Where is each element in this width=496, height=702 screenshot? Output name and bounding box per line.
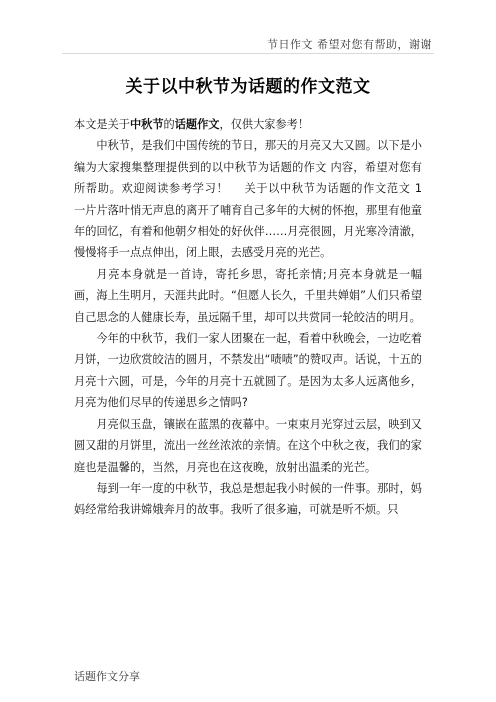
intro-suffix: ，仅供大家参考！ xyxy=(219,118,310,131)
document-title: 关于以中秋节为话题的作文范文 xyxy=(125,77,371,97)
page-footer: 话题作文分享 xyxy=(74,670,140,683)
intro-prefix: 本文是关于 xyxy=(74,118,130,131)
intro-keyword-essay: 话题作文 xyxy=(174,118,220,131)
intro-paragraph xyxy=(74,114,422,135)
intro-middle: 的 xyxy=(163,118,175,131)
body-paragraph: 今年的中秋节，我们一家人团聚在一起，看着中秋晚会，一边吃着月饼，一边欣赏皎洁的圆月，不禁发出“啧啧”的赞叹声。话说，十五的月亮十六圆，可是，今年的月亮十五就圆了。是因为太多人远离他乡，月亮为他们尽早的传递思乡之情吗? xyxy=(74,332,422,410)
intro-keyword-festival: 中秋节 xyxy=(129,118,164,131)
body-paragraph: 每到一年一度的中秋节，我总是想起我小时候的一件事。那时，妈妈经常给我讲嫦娥奔月的故事。我听了很多遍，可就是听不烦。只 xyxy=(74,481,422,517)
body-paragraph: 月亮本身就是一首诗，寄托乡思，寄托亲情;月亮本身就是一幅画，海上生明月，天涯共此时。“但愿人长久，千里共婵娟”人们只希望自己思念的人健康长寿，虽远隔千里，却可以共赏同一轮皎洁的明月。 xyxy=(74,267,422,324)
page-header: 节日作文 希望对您有帮助，谢谢 xyxy=(267,38,432,51)
body-paragraph: 中秋节，是我们中国传统的节日，那天的月亮又大又圆。以下是小编为大家搜集整理提供到的以中秋节为话题的作文 内容，希望对您有所帮助。欢迎阅读参考学习！ 关于以中秋节为话题的作文范文 1 一片片落叶悄无声息的离开了哺育自己多年的大树的怀抱，那里有他童年的回忆，有着和他朝夕相处的好伙伴……月亮很圆，月光寒冷清澈，慢慢将手一点点伸出，闭上眼，去感受月亮的光芒。 xyxy=(74,139,437,260)
document-body xyxy=(74,114,437,521)
body-paragraph: 月亮似玉盘，镶嵌在蓝黑的夜幕中。一束束月光穿过云层，映到又圆又甜的月饼里，流出一丝丝浓浓的亲情。在这个中秋之夜，我们的家庭也是温馨的，当然，月亮也在这夜晚，放射出温柔的光芒。 xyxy=(74,417,422,474)
header-divider xyxy=(62,53,434,54)
